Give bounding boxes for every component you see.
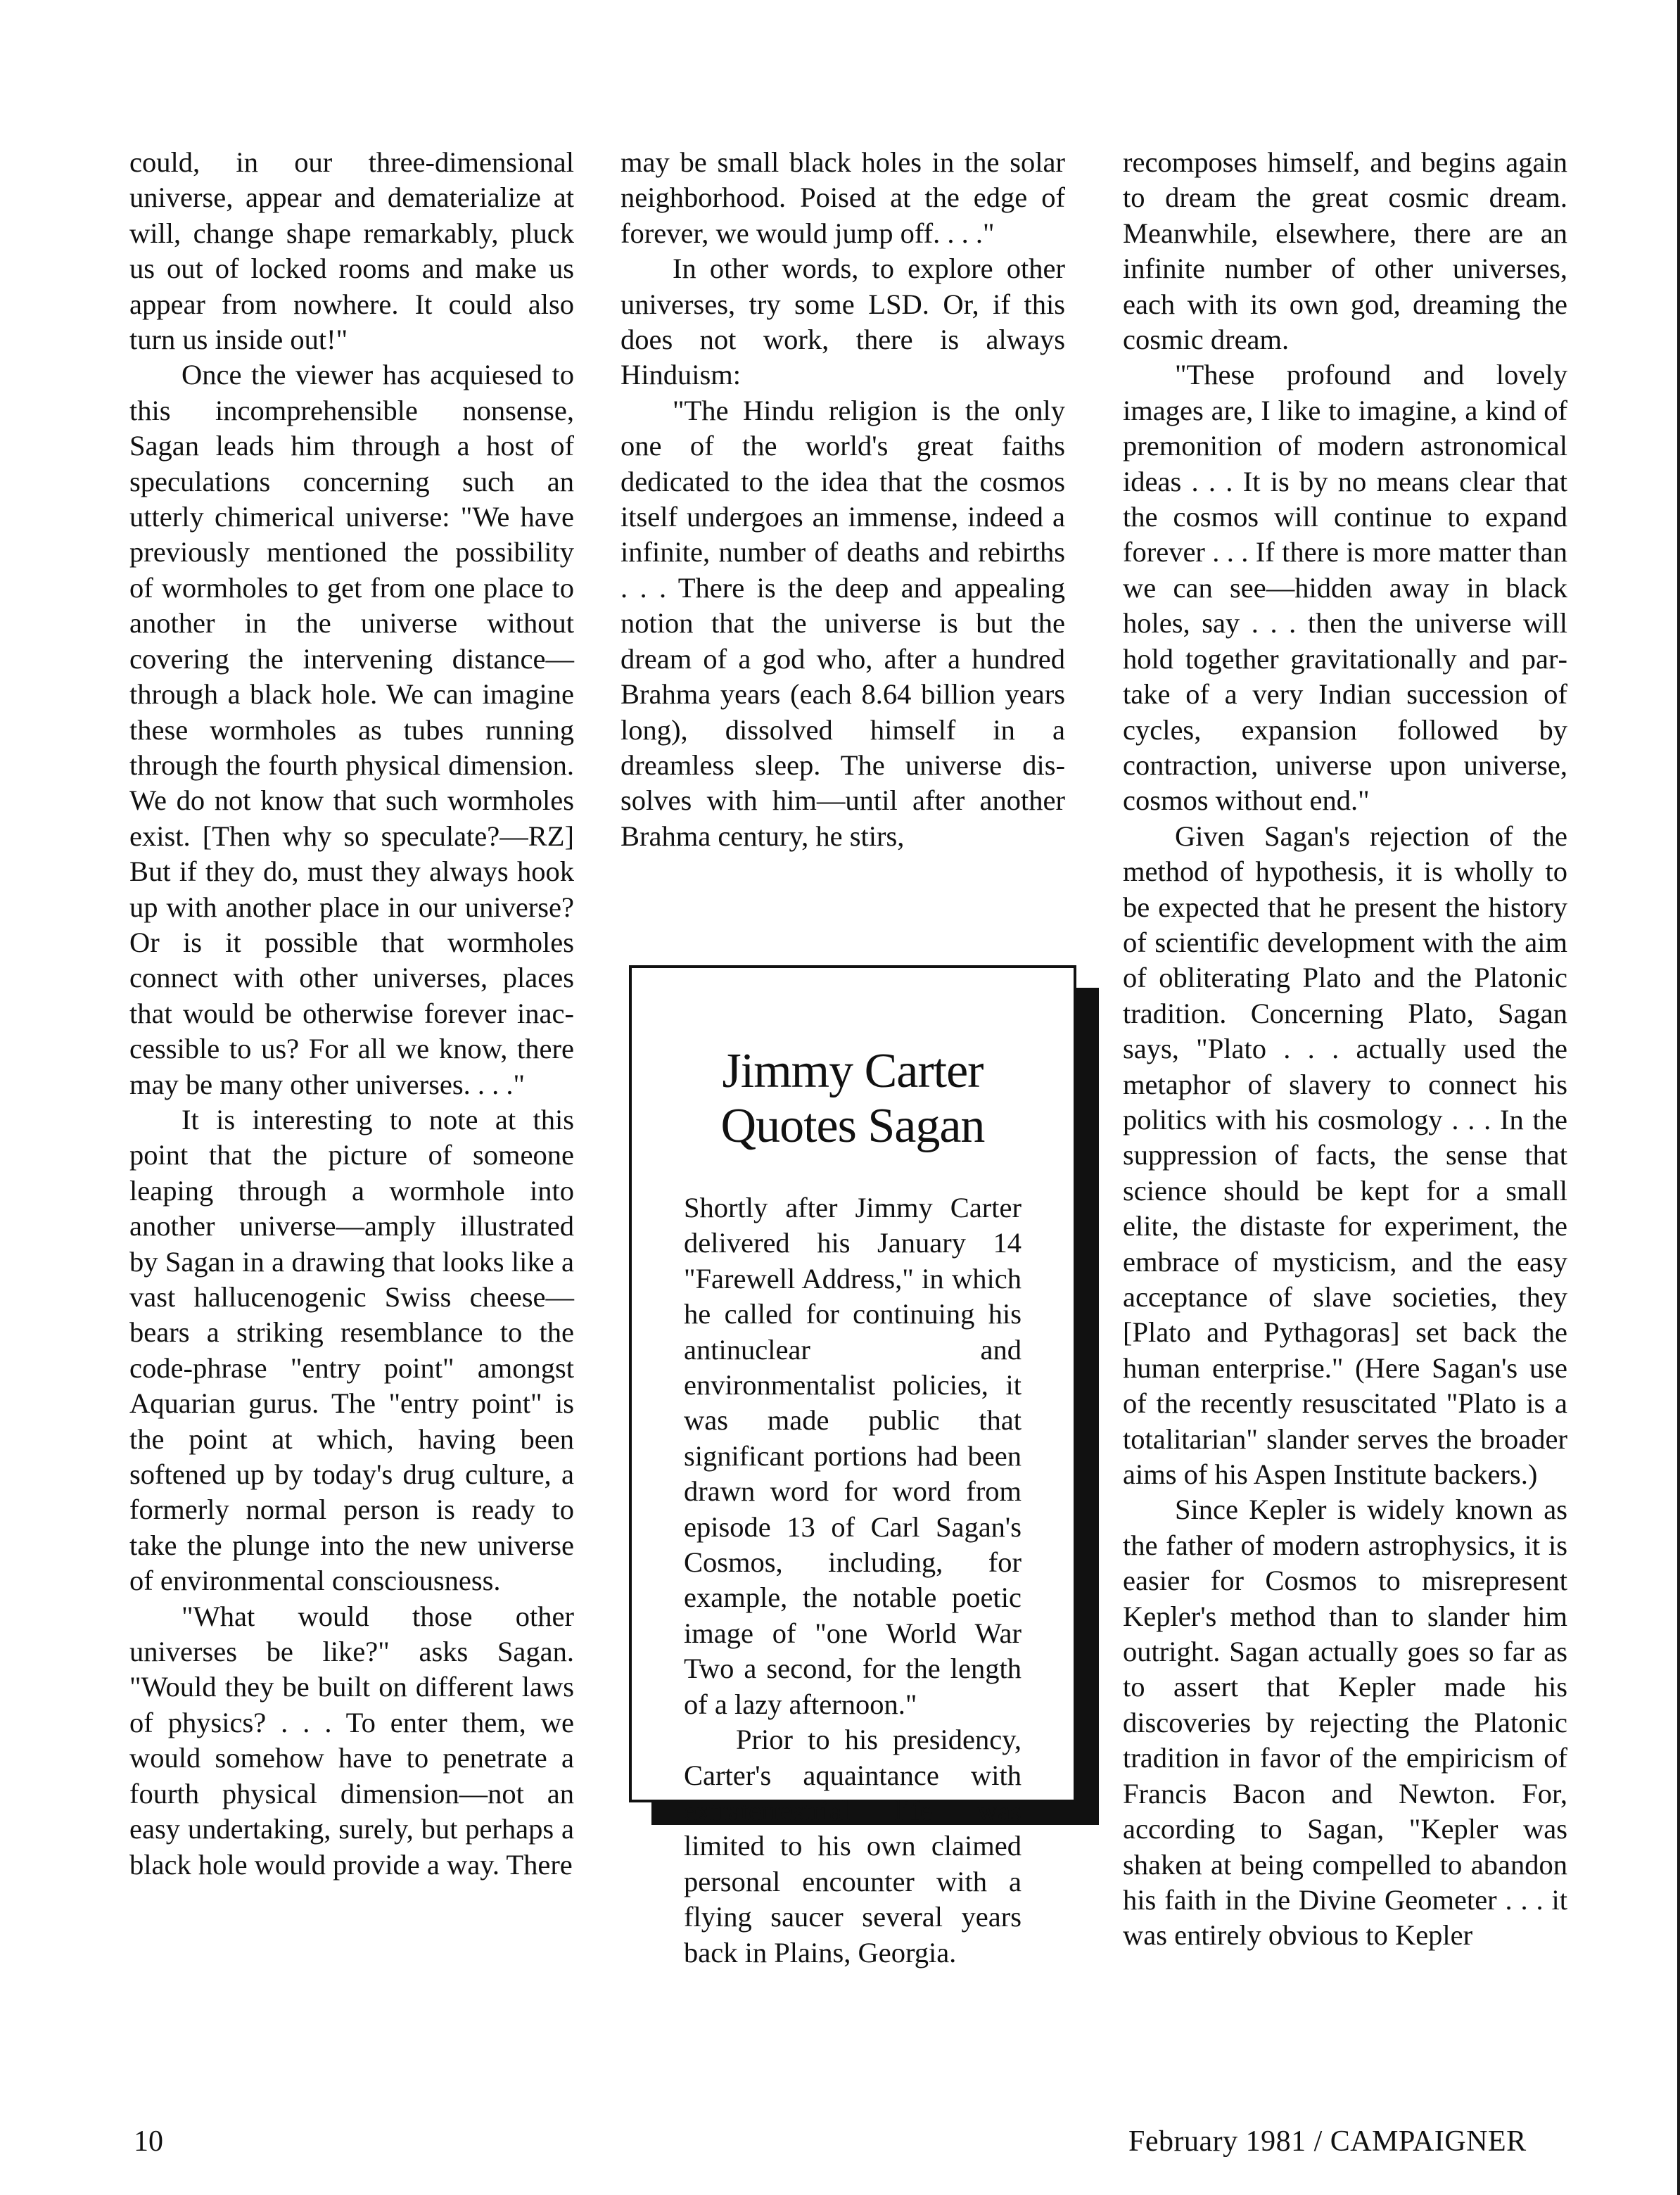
- paragraph: Since Kepler is widely known as the father of modern astrophysics, it is easier for Cosmos to misrepresent Kepler's method than to slander him outright. Sagan actually goes so far as to assert that Kepler made his discoveries by rejecting the Platonic tradition in favor of the empiricism of Francis Bacon and Newton. For, according to Sagan, "Kepler was shaken at being compelled to abandon his faith in the Divine Geometer . . . it was entirely obvious to Kepler: [1123, 1494, 1567, 1952]
- sidebar-title-line-2: Quotes Sagan: [720, 1099, 985, 1153]
- paragraph: may be small black holes in the solar neighborhood. Poised at the edge of forever, we would jump off. . . .": [621, 146, 1065, 249]
- sidebar-paragraph: Shortly after Jimmy Carter delivered his January 14 "Farewell Address," in which he called for continuing his antinuclear and environmentalist policies, it was made public that significant portions had been drawn word for word from episode 13 of Carl Sagan's Cosmos, including, for example, the notable poetic image of "one World War Two a second, for the length of a lazy afternoon.": [684, 1192, 1022, 1720]
- text-column-2: [621, 145, 1065, 854]
- sidebar-box: [629, 965, 1076, 1968]
- sidebar-title-line-1: Jimmy Carter: [722, 1044, 984, 1098]
- paragraph: Given Sagan's rejection of the method of hypothesis, it is wholly to be expected that he present the history of scientific development with the aim of obliterating Plato and the Platonic tradition. Concerning Plato, Sagan says, "Plato . . . actually used the metaphor of slavery to connect his politics with his cosmology . . . In the suppression of facts, the sense that science should be kept for a small elite, the distaste for experiment, the embrace of mysticism, and the easy acceptance of slave societies, they [Plato and Pythagoras] set back the human enterprise." (Here Sagan's use of the recently resuscitated "Plato is a totalitarian" slander serves the broader aims of his Aspen Institute backers.): [1123, 820, 1567, 1491]
- paragraph: Once the viewer has acquiesed to this incomprehensible nonsense, Sagan leads him through a host of speculations concerning such an utterly chimerical universe: "We have previously mentioned the possibility of wormholes to get from one place to another in the universe without covering the intervening distance—through a black hole. We can imagine these wormholes as tubes running through the fourth physical dimension. We do not know that such wormholes exist. [Then why so speculate?—RZ] But if they do, must they always hook up with another place in our universe? Or is it possible that wormholes connect with other universes, places that would be otherwise forever inaccessible to us? For all we know, there may be many other universes. . . .": [129, 359, 574, 1100]
- sidebar-title: [632, 1044, 1074, 1154]
- paragraph: In other words, to explore other universes, try some LSD. Or, if this does not work, there is always Hinduism:: [621, 253, 1065, 391]
- page-edge-divider: [1677, 0, 1680, 2195]
- text-column-3: [1123, 145, 1567, 1954]
- paragraph: could, in our three-dimensional universe, appear and dematerialize at will, change shape remarkably, pluck us out of locked rooms and make us appear from nowhere. It could also turn us inside out!": [129, 146, 574, 356]
- sidebar-body: [684, 1190, 1022, 1971]
- running-footer: February 1981 / CAMPAIGNER: [1128, 2125, 1527, 2158]
- paragraph: recomposes himself, and begins again to dream the great cosmic dream. Meanwhile, elsewhere, there are an infinite number of other universes, each with its own god, dreaming the cosmic dream.: [1123, 146, 1567, 356]
- paragraph: "What would those other universes be like?" asks Sagan. "Would they be built on different laws of physics? . . . To enter them, we would somehow have to penetrate a fourth physical dimension—not an easy undertaking, surely, but perhaps a black hole would provide a way. There: [129, 1600, 574, 1881]
- sidebar-paragraph: Prior to his presidency, Carter's aquaintance with extraterrestrial life was limited to his own claimed personal encounter with a flying saucer several years back in Plains, Georgia.: [684, 1724, 1022, 1968]
- paragraph: "The Hindu religion is the only one of the world's great faiths dedicated to the idea that the cosmos itself undergoes an immense, indeed a infinite, number of deaths and rebirths . . . There is the deep and appealing notion that the universe is but the dream of a god who, after a hundred Brahma years (each 8.64 billion years long), dissolved himself in a dreamless sleep. The universe dissolves with him—until after another Brahma century, he stirs,: [621, 394, 1065, 852]
- page-number: 10: [134, 2125, 163, 2158]
- paragraph: It is interesting to note at this point that the picture of someone leaping through a wormhole into another universe—amply illustrated by Sagan in a drawing that looks like a vast hallucenogenic Swiss cheese—bears a striking resemblance to the code-phrase "entry point" amongst Aquarian gurus. The "entry point" is the point at which, having been softened up by today's drug culture, a formerly normal person is ready to take the plunge into the new universe of environmental consciousness.: [129, 1103, 574, 1597]
- paragraph: "These profound and lovely images are, I like to imagine, a kind of premonition of modern astronomical ideas . . . It is by no means clear that the cosmos will continue to expand forever . . . If there is more matter than we can see—hidden away in black holes, say . . . then the universe will hold together gravitationally and partake of a very Indian succession of cycles, expansion followed by contraction, universe upon universe, cosmos without end.": [1123, 359, 1567, 817]
- text-column-1: [129, 145, 574, 1883]
